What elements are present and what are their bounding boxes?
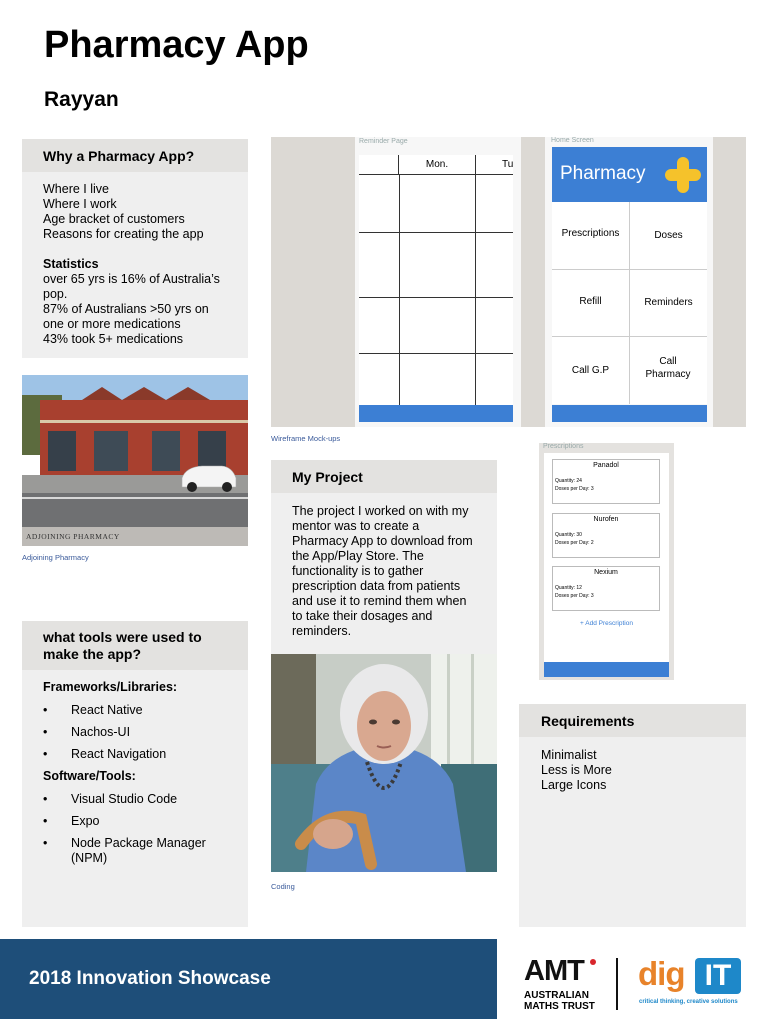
digit-logo — [638, 955, 746, 1013]
pharmacy-photo-illustration — [22, 375, 248, 546]
stat-line: 43% took 5+ medications — [43, 332, 184, 346]
frameworks-heading: Frameworks/Libraries: — [43, 680, 178, 694]
reminder-page-label: Reminder Page — [359, 138, 408, 145]
author-name: Rayyan — [44, 88, 119, 111]
stat-line: one or more medications — [43, 317, 181, 331]
why-line: Reasons for creating the app — [43, 227, 204, 241]
woman-photo-caption: Coding — [271, 882, 295, 891]
amt-logo — [520, 955, 602, 1013]
requirement-item: Minimalist — [541, 748, 597, 762]
elderly-woman-illustration — [271, 654, 497, 872]
why-line: Where I work — [43, 197, 117, 211]
wireframe-caption: Wireframe Mock-ups — [271, 434, 341, 443]
digit-tagline: critical thinking, creative solutions — [639, 999, 738, 1005]
project-body: The project I worked on with my mentor was to create a Pharmacy App to download from the App/Play Store. The functionality is to gather prescription data from patients and use it to remind them when to take their dosages and reminders. — [292, 504, 473, 638]
home-screen-mockup — [545, 137, 713, 427]
why-panel — [22, 139, 248, 358]
plus-icon — [663, 155, 703, 195]
home-app-header — [552, 147, 707, 202]
list-item: • Node Package Manager (NPM) — [43, 836, 206, 865]
showcase-title: 2018 Innovation Showcase — [29, 968, 271, 989]
reminder-footer-bar — [359, 405, 513, 422]
tools-panel — [22, 621, 248, 927]
prescriptions-screen — [544, 453, 669, 677]
requirement-item: Large Icons — [541, 778, 607, 792]
stat-line: over 65 yrs is 16% of Australia’s — [43, 272, 220, 286]
prescription-card[interactable] — [552, 513, 660, 558]
home-button-call-gp[interactable]: Call G.P — [571, 365, 610, 376]
digit-logo-it-box — [695, 958, 741, 994]
why-panel-header — [22, 139, 248, 172]
prescription-name: Panadol — [593, 462, 619, 469]
stats-heading: Statistics — [43, 257, 99, 271]
home-button-reminders[interactable]: Reminders — [644, 297, 693, 308]
stat-line: 87% of Australians >50 yrs on — [43, 302, 209, 316]
project-heading: My Project — [292, 469, 363, 485]
list-item: • Visual Studio Code — [43, 792, 178, 806]
reminder-page-mockup — [355, 137, 521, 427]
prescriptions-label: Prescriptions — [543, 443, 584, 450]
home-footer-bar — [552, 405, 707, 422]
why-body — [22, 172, 248, 347]
day-header: Tu — [476, 155, 513, 175]
amt-name-line-1: AUSTRALIAN — [524, 990, 589, 1001]
project-panel — [271, 460, 497, 654]
poster-title: Pharmacy App — [44, 24, 309, 66]
home-button-refill[interactable]: Refill — [579, 296, 602, 307]
home-button-doses[interactable]: Doses — [654, 230, 683, 241]
prescriptions-mockup — [539, 443, 674, 680]
amt-name-line-2: MATHS TRUST — [524, 1001, 595, 1012]
prescriptions-footer-bar — [544, 662, 669, 677]
requirements-panel-header — [519, 704, 746, 737]
home-screen-label: Home Screen — [551, 137, 594, 144]
list-item: • Nachos-UI — [43, 725, 131, 739]
list-item: • React Navigation — [43, 747, 167, 761]
footer-banner — [0, 939, 497, 1019]
prescription-name: Nexium — [594, 569, 618, 576]
prescription-quantity: Quantity: 12 — [555, 585, 582, 591]
prescription-quantity: Quantity: 30 — [555, 532, 582, 538]
pharmacy-photo-caption: Adjoining Pharmacy — [22, 553, 89, 562]
requirements-body — [519, 737, 746, 793]
logo-divider — [616, 958, 618, 1010]
elderly-woman-photo — [271, 654, 497, 872]
prescription-card[interactable] — [552, 566, 660, 611]
pharmacy-photo — [22, 375, 248, 546]
requirement-item: Less is More — [541, 763, 612, 777]
requirements-heading: Requirements — [541, 713, 635, 729]
software-heading: Software/Tools: — [43, 769, 136, 783]
reminder-grid — [359, 155, 513, 405]
list-item: • React Native — [43, 703, 143, 717]
day-header: Mon. — [399, 155, 476, 175]
prescription-card[interactable] — [552, 459, 660, 504]
home-button-prescriptions[interactable]: Prescriptions — [561, 228, 620, 239]
why-line: Where I live — [43, 182, 109, 196]
pharmacy-photo-sign: ADJOINING PHARMACY — [26, 532, 120, 541]
home-button-grid — [552, 202, 707, 404]
stat-line: pop. — [43, 287, 68, 301]
why-heading: Why a Pharmacy App? — [43, 148, 195, 164]
why-line: Age bracket of customers — [43, 212, 185, 226]
tools-panel-header — [22, 621, 248, 670]
home-app-title: Pharmacy — [560, 163, 646, 184]
tools-heading: what tools were used to make the app? — [43, 629, 202, 662]
digit-logo-it: IT — [704, 959, 732, 992]
project-panel-header — [271, 460, 497, 493]
digit-logo-dig: dig — [638, 955, 685, 992]
prescription-name: Nurofen — [593, 516, 619, 523]
prescription-quantity: Quantity: 24 — [555, 478, 582, 484]
home-button-call-pharmacy[interactable]: Call Pharmacy — [645, 356, 691, 380]
prescription-doses: Doses per Day: 3 — [555, 593, 594, 599]
add-prescription-link[interactable]: + Add Prescription — [580, 620, 633, 627]
prescription-doses: Doses per Day: 3 — [555, 486, 594, 492]
requirements-panel — [519, 704, 746, 927]
amt-logo-red-mark — [590, 959, 596, 965]
list-item: • Expo — [43, 814, 100, 828]
prescription-doses: Doses per Day: 2 — [555, 540, 594, 546]
amt-logo-letters: AMT — [524, 955, 584, 987]
tools-body — [22, 670, 248, 866]
